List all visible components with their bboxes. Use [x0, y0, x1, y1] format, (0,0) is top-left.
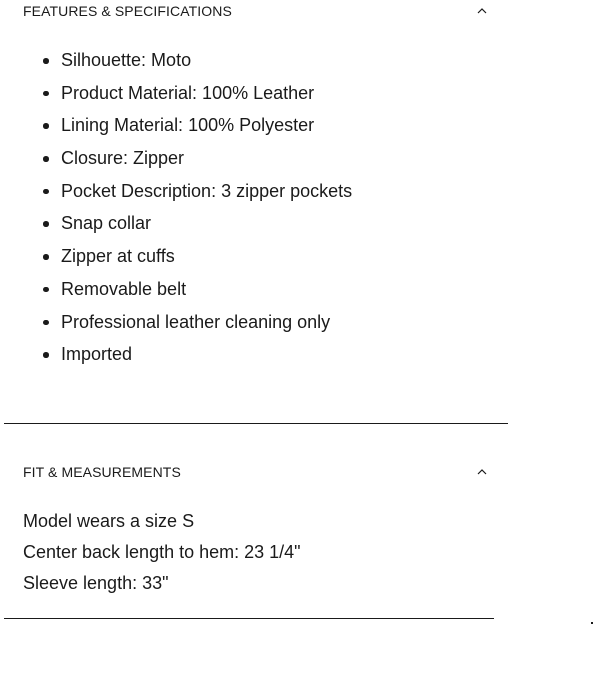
fit-detail-line: Sleeve length: 33": [23, 573, 169, 593]
fit-accordion-header[interactable]: [23, 462, 493, 482]
features-accordion-header[interactable]: [23, 1, 493, 21]
feature-item: Product Material: 100% Leather: [61, 77, 352, 110]
section-divider: [4, 618, 494, 619]
edge-mark: [591, 622, 593, 624]
feature-item: Removable belt: [61, 273, 352, 306]
feature-item: Snap collar: [61, 207, 352, 240]
features-section-title: FEATURES & SPECIFICATIONS: [23, 3, 232, 19]
feature-item: Pocket Description: 3 zipper pockets: [61, 175, 352, 208]
feature-item: Lining Material: 100% Polyester: [61, 109, 352, 142]
feature-item: Professional leather cleaning only: [61, 306, 352, 339]
fit-section-title: FIT & MEASUREMENTS: [23, 464, 181, 480]
chevron-up-icon[interactable]: [476, 5, 488, 17]
fit-detail-line: Model wears a size S: [23, 511, 195, 531]
features-list: [23, 44, 352, 371]
feature-item: Imported: [61, 338, 352, 371]
feature-item: Zipper at cuffs: [61, 240, 352, 273]
feature-item: Silhouette: Moto: [61, 44, 352, 77]
fit-detail-line: Center back length to hem: 23 1/4": [23, 542, 301, 562]
chevron-up-icon[interactable]: [476, 466, 488, 478]
section-divider: [4, 423, 508, 424]
feature-item: Closure: Zipper: [61, 142, 352, 175]
fit-details: [23, 506, 301, 599]
